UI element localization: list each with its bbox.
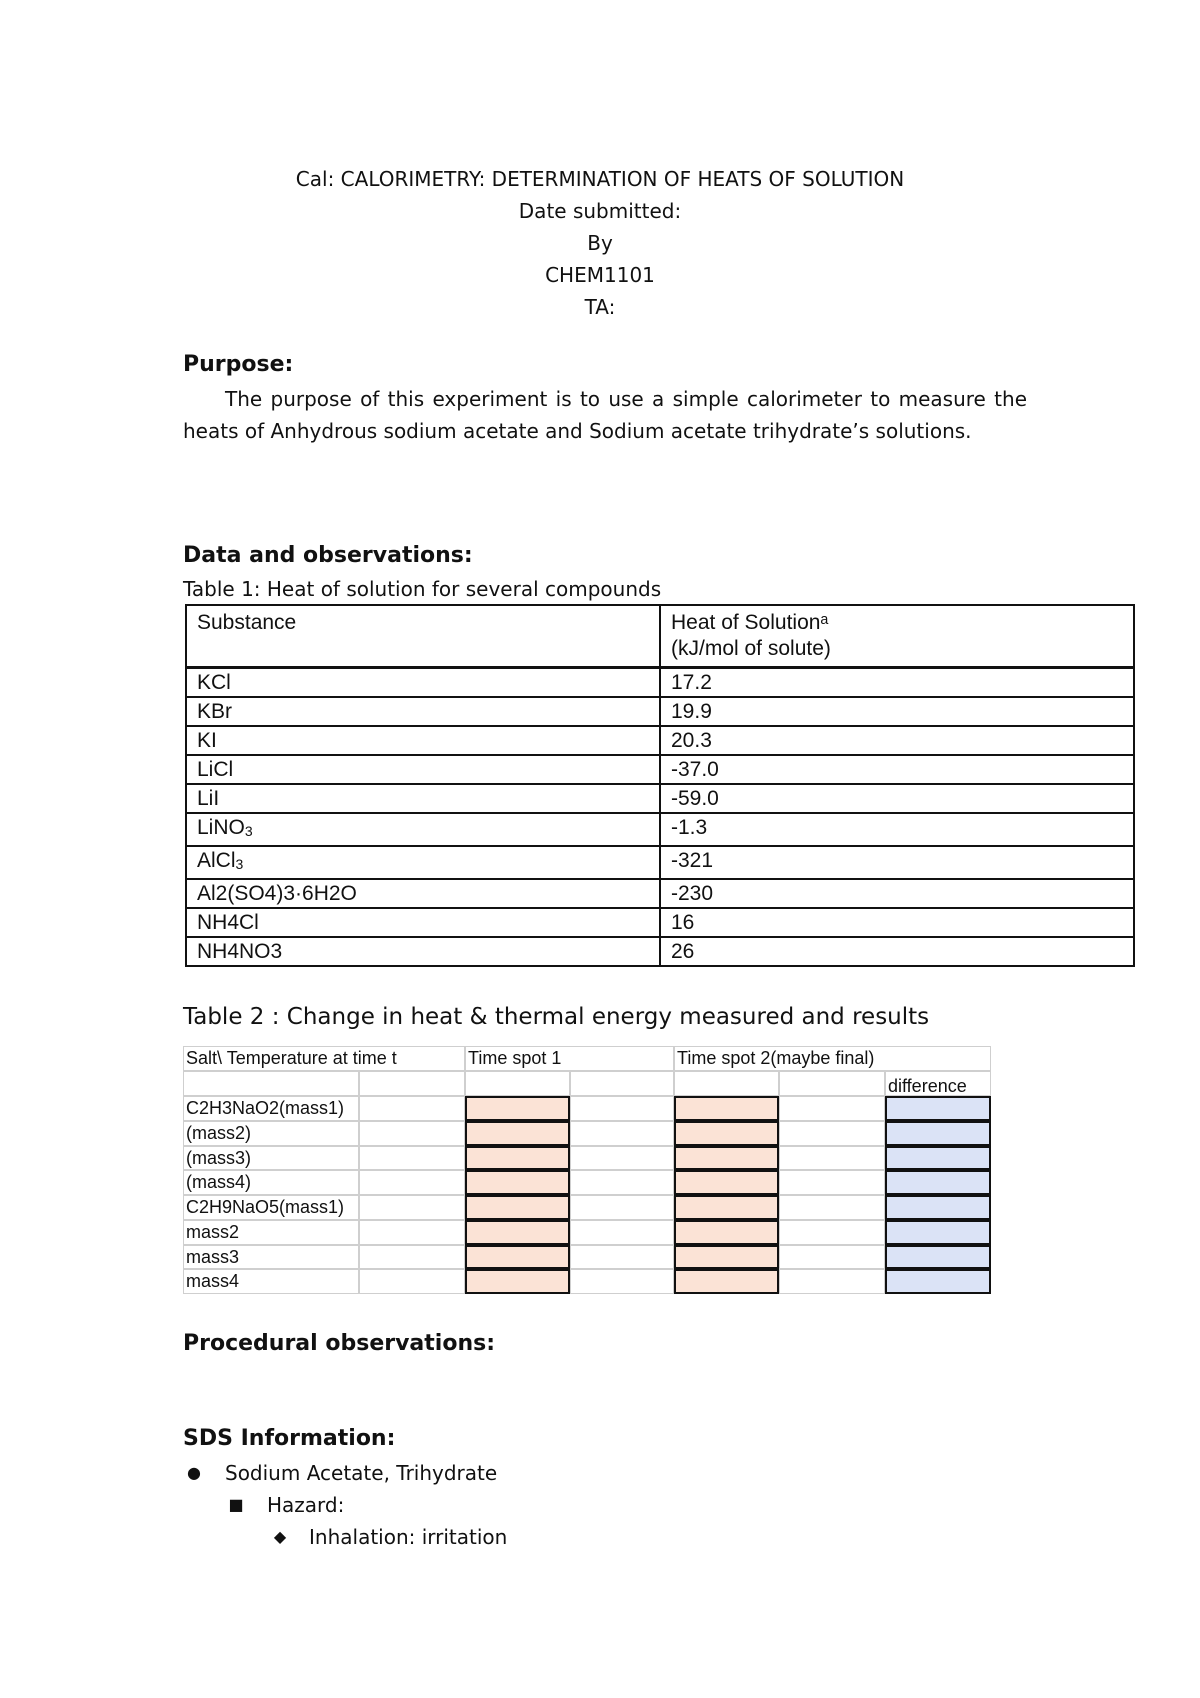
data-cell [465, 1121, 570, 1146]
table-row [186, 846, 1134, 879]
data-cell [779, 1245, 885, 1270]
date-submitted: Date submitted: [518, 199, 682, 223]
data-cell [465, 1245, 570, 1270]
value-cell: -1.3 [660, 813, 1134, 846]
data-cell [674, 1245, 779, 1270]
table-row [186, 668, 1134, 698]
t2-empty-cell [570, 1071, 674, 1096]
row-label-cell: mass2 [183, 1220, 359, 1245]
data-cell [885, 1245, 991, 1270]
data-cell [674, 1121, 779, 1146]
table1-caption: Table 1: Heat of solution for several compounds [183, 577, 662, 601]
data-cell [359, 1121, 465, 1146]
value-cell: 19.9 [660, 697, 1134, 726]
substance-cell: KCl [186, 668, 660, 698]
purpose-text: The purpose of this experiment is to use a simple calorimeter to measure the heats of Anhydrous sodium acetate and Sodium acetate trihydrate’s solutions. [183, 387, 1027, 443]
data-cell [779, 1220, 885, 1245]
list-item [183, 1457, 507, 1489]
data-cell [359, 1096, 465, 1121]
t2-header-difference: difference [885, 1071, 991, 1096]
data-cell [570, 1195, 674, 1220]
data-cell [570, 1245, 674, 1270]
value-cell: 26 [660, 937, 1134, 966]
data-cell [570, 1096, 674, 1121]
data-cell [570, 1220, 674, 1245]
heat-header-line1: Heat of Solutionᵃ [671, 611, 829, 634]
substance-cell [186, 846, 660, 879]
data-cell [359, 1220, 465, 1245]
data-cell [674, 1220, 779, 1245]
data-cell [465, 1220, 570, 1245]
data-cell [674, 1269, 779, 1294]
row-label-cell: C2H3NaO2(mass1) [183, 1096, 359, 1121]
data-cell [885, 1195, 991, 1220]
table-row [186, 937, 1134, 966]
data-cell [465, 1096, 570, 1121]
by-line: By [587, 231, 613, 255]
substance-cell: KBr [186, 697, 660, 726]
row-label-cell: (mass2) [183, 1121, 359, 1146]
data-cell [885, 1170, 991, 1195]
substance-cell: NH4Cl [186, 908, 660, 937]
data-cell [885, 1146, 991, 1171]
list-item [183, 1521, 507, 1553]
table-row [186, 879, 1134, 908]
data-cell [570, 1146, 674, 1171]
data-cell [570, 1121, 674, 1146]
data-cell [779, 1146, 885, 1171]
data-cell [570, 1269, 674, 1294]
data-cell [779, 1269, 885, 1294]
t2-header-spot1: Time spot 1 [465, 1046, 674, 1071]
table-row [186, 697, 1134, 726]
data-cell [465, 1269, 570, 1294]
data-cell [359, 1245, 465, 1270]
data-cell [674, 1096, 779, 1121]
substance-text: AlCl [197, 849, 236, 872]
sds-item-label: Sodium Acetate, Trihydrate [225, 1461, 498, 1485]
t2-empty-cell [359, 1071, 465, 1096]
data-cell [885, 1096, 991, 1121]
value-cell: 17.2 [660, 668, 1134, 698]
t2-header-spot2: Time spot 2(maybe final) [674, 1046, 991, 1071]
value-cell: 16 [660, 908, 1134, 937]
table-row [186, 813, 1134, 846]
title-block [0, 163, 1200, 323]
row-label-cell: mass3 [183, 1245, 359, 1270]
data-cell [359, 1195, 465, 1220]
diamond-bullet-icon: ◆ [273, 1527, 287, 1546]
report-title: Cal: CALORIMETRY: DETERMINATION OF HEATS OF SOLUTION [295, 167, 905, 191]
measurement-table [183, 1046, 991, 1294]
circle-bullet-icon: ● [187, 1463, 201, 1482]
data-cell [779, 1170, 885, 1195]
data-cell [885, 1220, 991, 1245]
data-cell [465, 1170, 570, 1195]
table-row [186, 784, 1134, 813]
substance-cell: LiCl [186, 755, 660, 784]
data-cell [674, 1146, 779, 1171]
subscript: 3 [235, 856, 244, 872]
substance-cell: LiI [186, 784, 660, 813]
substance-header: Substance [186, 605, 660, 668]
table-row [186, 908, 1134, 937]
subscript: 3 [244, 823, 253, 839]
table-row [186, 726, 1134, 755]
data-cell [885, 1269, 991, 1294]
list-item [183, 1489, 507, 1521]
table2-caption: Table 2 : Change in heat & thermal energy measured and results [183, 1004, 930, 1030]
data-cell [674, 1170, 779, 1195]
t2-empty-cell [465, 1071, 570, 1096]
t2-empty-cell [183, 1071, 359, 1096]
data-cell [674, 1195, 779, 1220]
data-heading: Data and observations: [183, 543, 473, 568]
t2-empty-cell [674, 1071, 779, 1096]
substance-cell: NH4NO3 [186, 937, 660, 966]
table-row [186, 755, 1134, 784]
data-cell [465, 1146, 570, 1171]
heat-header-line2: (kJ/mol of solute) [671, 637, 831, 660]
course-code: CHEM1101 [545, 263, 655, 287]
ta-line: TA: [584, 295, 616, 319]
value-cell: -37.0 [660, 755, 1134, 784]
t2-empty-cell [779, 1071, 885, 1096]
purpose-heading: Purpose: [183, 352, 294, 377]
substance-cell [186, 813, 660, 846]
table1-header-row [186, 605, 1134, 668]
sds-item-label: Hazard: [267, 1493, 345, 1517]
value-cell: -59.0 [660, 784, 1134, 813]
data-cell [359, 1146, 465, 1171]
data-cell [885, 1121, 991, 1146]
heat-header [660, 605, 1134, 668]
row-label-cell: C2H9NaO5(mass1) [183, 1195, 359, 1220]
substance-text: LiNO [197, 816, 245, 839]
row-label-cell: (mass4) [183, 1170, 359, 1195]
substance-cell: Al2(SO4)3·6H2O [186, 879, 660, 908]
sds-list [183, 1457, 507, 1553]
data-cell [779, 1096, 885, 1121]
value-cell: -230 [660, 879, 1134, 908]
row-label-cell: (mass3) [183, 1146, 359, 1171]
data-cell [570, 1170, 674, 1195]
data-cell [359, 1269, 465, 1294]
data-cell [465, 1195, 570, 1220]
t2-header-salt: Salt\ Temperature at time t [183, 1046, 465, 1071]
data-cell [779, 1121, 885, 1146]
data-cell [779, 1195, 885, 1220]
value-cell: 20.3 [660, 726, 1134, 755]
sds-heading: SDS Information: [183, 1426, 396, 1451]
square-bullet-icon: ■ [228, 1495, 244, 1514]
procedural-heading: Procedural observations: [183, 1331, 495, 1356]
data-cell [359, 1170, 465, 1195]
heat-of-solution-table [185, 604, 1135, 967]
sds-item-label: Inhalation: irritation [309, 1525, 508, 1549]
row-label-cell: mass4 [183, 1269, 359, 1294]
value-cell: -321 [660, 846, 1134, 879]
substance-cell: KI [186, 726, 660, 755]
